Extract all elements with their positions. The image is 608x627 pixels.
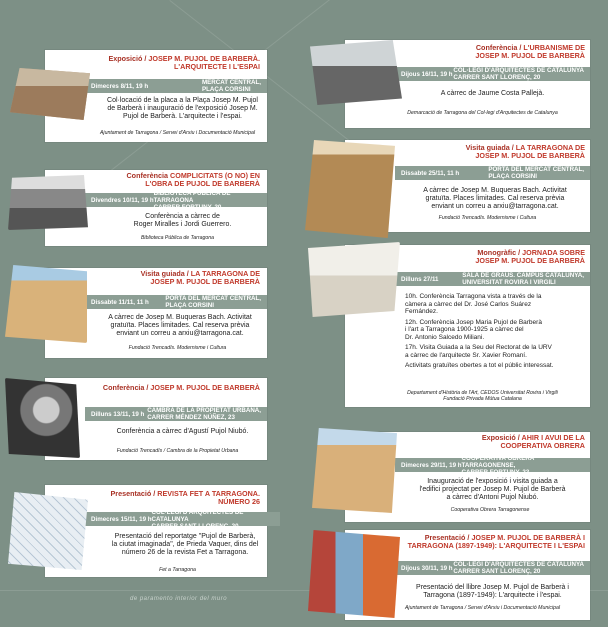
event-datebar: Divendres 10/11, 19 h BIBLIOTECA PÚBLICA DE TARRAGONA CARRER FORTUNY, 30	[85, 193, 267, 207]
event-description: A càrrec de Jaume Costa Pallejà.	[440, 90, 545, 97]
event-description: A càrrec de Josep M. Buqueras Bach. Activitat gratuïta. Places limitades. Cal reserva prèvia enviant un correu a arxiu@tarragona.cat.	[108, 314, 252, 337]
event-category: Conferència / JOSEP M. PUJOL DE BARBERÀ	[102, 383, 260, 392]
event-organizer: Fundació Trencadís / Cambra de la Propietat Urbana	[116, 448, 239, 454]
event-organizer: Fundació Trencadís. Modernisme i Cultura	[438, 215, 537, 221]
event-portrait	[5, 378, 80, 458]
event-category: Conferència COMPLICITATS (O NO) EN L'OBRA DE PUJOL DE BARBERÀ	[126, 171, 260, 188]
event-description: A càrrec de Josep M. Buqueras Bach. Activitat gratuïta. Places limitades. Cal reserva prèvia enviant un correu a arxiu@tarragona.cat.	[423, 187, 567, 210]
event-photo	[10, 68, 90, 120]
event-photo	[312, 428, 397, 513]
event-description: Conferència a càrrec d'Agustí Pujol Niubó.	[116, 428, 249, 435]
event-description: Col·locació de la placa a la Plaça Josep M. Pujol de Barberà i inauguració de l'exposició Josep M. Pujol de Barberà. L'arquitecte i l'espai.	[107, 97, 258, 120]
event-category: Conferència / L'URBANISME DE JOSEP M. PUJOL DE BARBERÀ	[475, 43, 585, 60]
event-category: Visita guiada / LA TARRAGONA DE JOSEP M. PUJOL DE BARBERÀ	[465, 143, 585, 160]
event-category: Presentació / JOSEP M. PUJOL DE BARBERÀ I TARRAGONA (1897-1949): L'ARQUITECTE I L'ESPAI	[407, 533, 585, 550]
schedule-item: 12h. Conferència Josep Maria Pujol de Barberà i l'art a Tarragona 1900-1925 a càrrec del Dr. Antonio Salcedo Miliani.	[405, 318, 542, 341]
event-map	[8, 492, 88, 570]
event-organizer: Fundació Trencadís. Modernisme i Cultura	[128, 345, 227, 351]
event-datebar: Dijous 30/11, 19 h COL·LEGI D'ARQUITECTES DE CATALUNYA CARRER SANT LLORENÇ, 20	[395, 561, 590, 575]
event-datebar: Dimecres 29/11, 19 h COOPERATIVA OBRERA TARRAGONENSE, CARRER FORTUNY, 23	[395, 458, 590, 472]
event-organizer: Cooperativa Obrera Tarragonense	[450, 507, 530, 513]
event-photo	[305, 140, 395, 238]
event-category: Visita guiada / LA TARRAGONA DE JOSEP M. PUJOL DE BARBERÀ	[140, 269, 260, 286]
event-description: Presentació del reportatge "Pujol de Barberà, la ciutat imaginada", de Prieda Vaquer, dins del número 26 de la revista Fet a Tarragona.	[111, 533, 259, 556]
event-organizer: Biblioteca Pública de Tarragona	[140, 235, 215, 241]
event-description: Inauguració de l'exposició i visita guiada a l'edifici projectat per Josep M. Pujol de Barberà a càrrec d'Antoni Pujol Niubó.	[419, 478, 566, 501]
schedule-item: 10h. Conferència Tarragona vista a través de la càmera a càrrec del Dr. José Carlos Suárez Fernández.	[405, 293, 542, 315]
event-datebar: Dimecres 15/11, 19 h COL·LEGI D'ARQUITECTES DE CATALUNYA CARRER SANT LLORENÇ, 20	[85, 512, 280, 526]
event-organizer: Fet a Tarragona	[159, 567, 196, 573]
event-photo	[8, 175, 88, 230]
event-description: Conferència a càrrec de Roger Miralles i Jordi Guerrero.	[133, 213, 232, 228]
event-photo	[308, 530, 400, 618]
event-datebar: Dissabte 11/11, 11 h PORTA DEL MERCAT CENTRAL, PLAÇA CORSINI	[85, 295, 267, 309]
event-photo	[310, 40, 402, 105]
event-datebar: Dijous 16/11, 19 h COL·LEGI D'ARQUITECTES DE CATALUNYA CARRER SANT LLORENÇ, 20	[395, 67, 590, 81]
event-organizer: Ajuntament de Tarragona / Servei d'Arxiu i Documentació Municipal	[404, 605, 561, 611]
event-schedule	[405, 293, 585, 373]
event-note: Activitats gratuïtes obertes a tot el públic interessat.	[405, 362, 554, 369]
event-category: Exposició / AHIR I AVUI DE LA COOPERATIVA OBRERA	[481, 433, 585, 450]
event-photo	[5, 265, 87, 343]
event-datebar: Dissabte 25/11, 11 h PORTA DEL MERCAT CENTRAL, PLAÇA CORSINI	[395, 166, 590, 180]
event-organizer: Ajuntament de Tarragona / Servei d'Arxiu i Documentació Municipal	[99, 130, 256, 136]
event-datebar: Dilluns 13/11, 19 h CAMBRA DE LA PROPIETAT URBANA, CARRER MÉNDEZ NÚÑEZ, 23	[85, 407, 267, 421]
footer-note: de paramento interior del muro	[130, 596, 228, 602]
event-datebar: Dilluns 27/11 SALA DE GRAUS. CAMPUS CATALUNYA, UNIVERSITAT ROVIRA I VIRGILI	[395, 272, 590, 286]
event-organizer: Demarcació de Tarragona del Col·legi d'Arquitectes de Catalunya	[407, 110, 558, 116]
event-category: Exposició / JOSEP M. PUJOL DE BARBERÀ. L'ARQUITECTE I L'ESPAI	[108, 54, 260, 71]
schedule-item: 17h. Visita Guiada a la Seu del Rectorat de la URV a càrrec de l'arquitecte Sr. Xavier Romaní.	[405, 344, 552, 359]
event-datebar: Dimecres 8/11, 19 h MERCAT CENTRAL, PLAÇA CORSINI	[85, 79, 267, 93]
event-category: Presentació / REVISTA FET A TARRAGONA. NÚMERO 26	[110, 489, 260, 506]
event-photo	[308, 242, 400, 317]
event-category: Monogràfic / JORNADA SOBRE JOSEP M. PUJOL DE BARBERÀ	[475, 248, 585, 265]
event-description: Presentació del llibre Josep M. Pujol de Barberà i Tarragona (1897-1949): L'arquitecte i l'espai.	[416, 584, 569, 599]
event-organizer: Departament d'Història de l'Art, CEDOS Universitat Rovira i Virgili Fundació Privada Mútua Catalana	[407, 390, 558, 402]
